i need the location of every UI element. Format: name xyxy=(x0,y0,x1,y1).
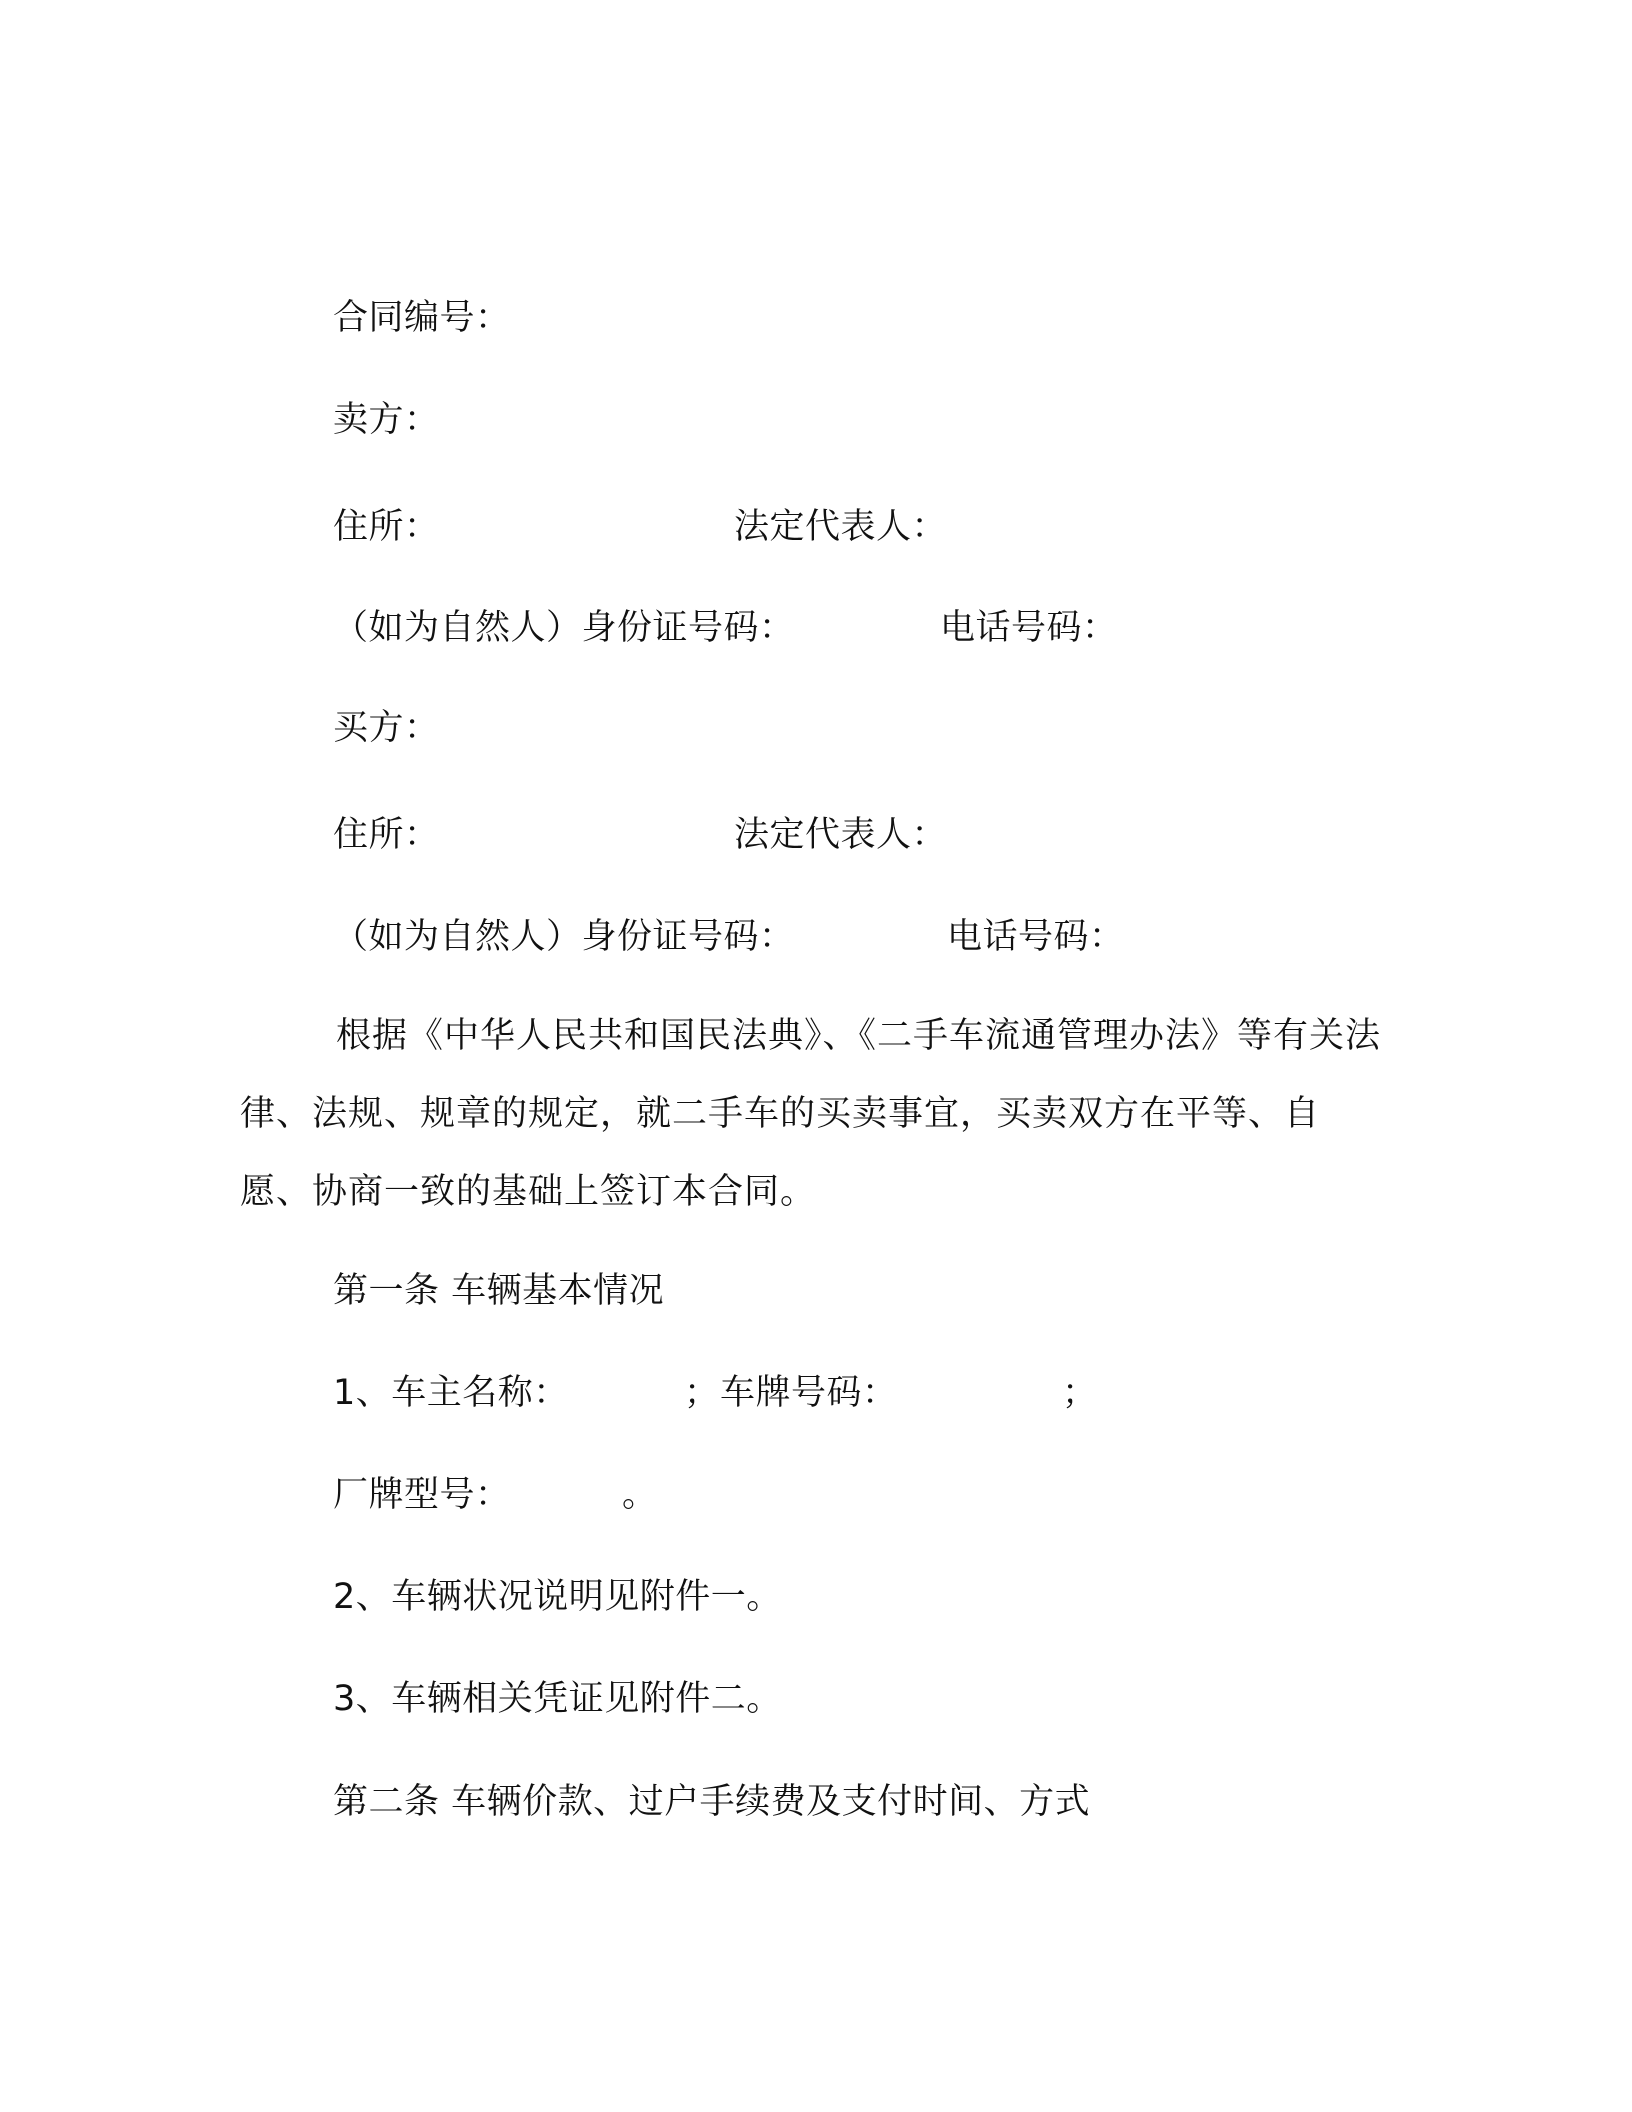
seller-rep-label: 法定代表人： xyxy=(734,507,948,547)
article1-title: 第一条 车辆基本情况 xyxy=(333,1271,665,1311)
article1-model-end: 。 xyxy=(622,1475,658,1515)
preamble-text: 根据《中华人民共和国民法典》、《二手车流通管理办法》等有关法律、法规、规章的规定，就二手车的买卖事宜，买卖双方在平等、自愿、协商一致的基础上签订本合同。 xyxy=(240,1016,1382,1212)
article1-item3: 3、车辆相关凭证见附件二。 xyxy=(333,1679,782,1719)
seller-phone-label: 电话号码： xyxy=(940,608,1118,648)
seller-title: 卖方： xyxy=(333,400,440,440)
seller-id-label: （如为自然人）身份证号码： xyxy=(333,608,795,648)
article2-title: 第二条 车辆价款、过户手续费及支付时间、方式 xyxy=(333,1782,1091,1822)
buyer-id-label: （如为自然人）身份证号码： xyxy=(333,917,795,957)
seller-address-label: 住所： xyxy=(333,507,440,547)
article1-item1-separator: ； xyxy=(684,1373,720,1413)
article1-item1-owner-label: 1、车主名称： xyxy=(333,1373,569,1413)
buyer-phone-label: 电话号码： xyxy=(947,917,1125,957)
article1-model-label: 厂牌型号： xyxy=(333,1475,511,1515)
article1-item1-end: ； xyxy=(1062,1373,1098,1413)
buyer-title: 买方： xyxy=(333,708,440,748)
buyer-rep-label: 法定代表人： xyxy=(734,815,948,855)
article1-item2: 2、车辆状况说明见附件一。 xyxy=(333,1577,782,1617)
article1-item1-plate-label: 车牌号码： xyxy=(720,1373,898,1413)
buyer-address-label: 住所： xyxy=(333,815,440,855)
contract-number-label: 合同编号： xyxy=(333,298,511,338)
preamble-paragraph xyxy=(240,997,1390,1231)
